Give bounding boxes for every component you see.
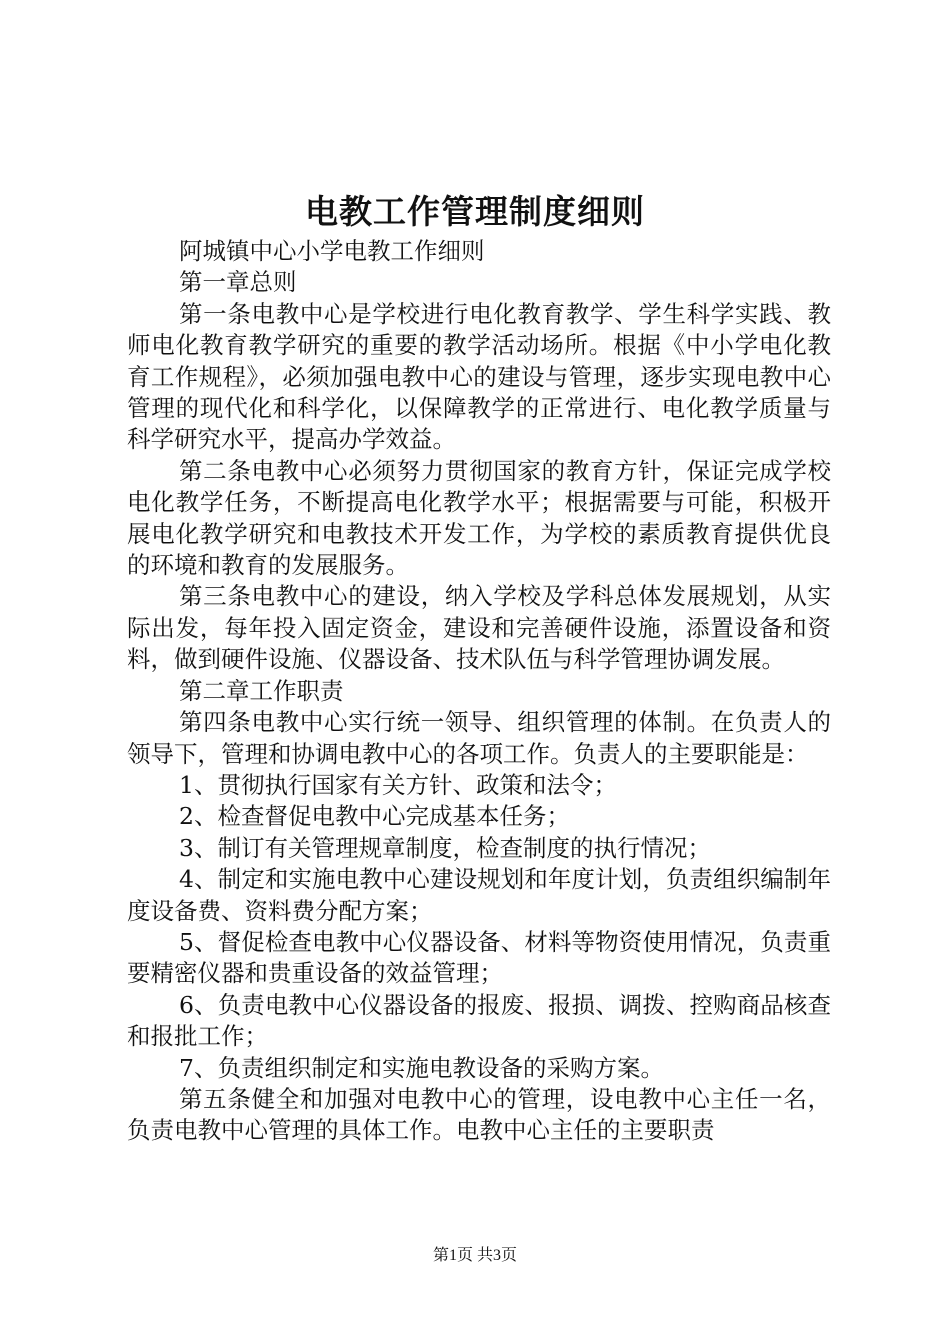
page-number-footer: 第1页 共3页: [432, 1247, 517, 1264]
list-item-3: 3、制订有关管理规章制度，检查制度的执行情况；: [179, 833, 711, 862]
list-item-5: 5、督促检查电教中心仪器设备、材料等物资使用情况，负责重要精密仪器和贵重设备的效益管理；: [127, 927, 831, 988]
paragraph-chapter-2: 第二章工作职责: [179, 676, 344, 705]
list-item-7: 7、负责组织制定和实施电教设备的采购方案。: [179, 1053, 664, 1082]
list-item-4: 4、制定和实施电教中心建设规划和年度计划，负责组织编制年度设备费、资料费分配方案；: [127, 865, 831, 925]
paragraph-chapter-1: 第一章总则: [179, 268, 297, 297]
paragraph-article-4: 第四条电教中心实行统一领导、组织管理的体制。在负责人的领导下，管理和协调电教中心的各项工作。负责人的主要职能是：: [127, 708, 831, 768]
paragraph-school-title: 阿城镇中心小学电教工作细则: [179, 237, 485, 265]
list-item-2: 2、检查督促电教中心完成基本任务；: [179, 802, 570, 831]
paragraph-article-3: 第三条电教中心的建设，纳入学校及学科总体发展规划，从实际出发，每年投入固定资金，建设和完善硬件设施，添置设备和资料，做到硬件设施、仪器设备、技术队伍与科学管理协调发展。: [127, 582, 831, 674]
paragraph-article-1: 第一条电教中心是学校进行电化教育教学、学生科学实践、教师电化教育教学研究的重要的教学活动场所。根据《中小学电化教育工作规程》，必须加强电教中心的建设与管理，逐步实现电教中心管理的现代化和科学化，以保障教学的正常进行、电化教学质量与科学研究水平，提高办学效益。: [127, 299, 831, 454]
document-title: 电教工作管理制度细则: [305, 192, 645, 231]
list-item-1: 1、贯彻执行国家有关方针、政策和法令；: [179, 770, 617, 799]
document-body: [127, 236, 831, 1147]
paragraph-article-2: 第二条电教中心必须努力贯彻国家的教育方针，保证完成学校电化教学任务，不断提高电化教学水平；根据需要与可能，积极开展电化教学研究和电教技术开发工作，为学校的素质教育提供优良的环境和教育的发展服务。: [127, 456, 831, 580]
paragraph-article-5: 第五条健全和加强对电教中心的管理，设电教中心主任一名，负责电教中心管理的具体工作。电教中心主任的主要职责: [127, 1084, 831, 1145]
list-item-6: 6、负责电教中心仪器设备的报废、报损、调拨、控购商品核查和报批工作；: [127, 990, 831, 1051]
